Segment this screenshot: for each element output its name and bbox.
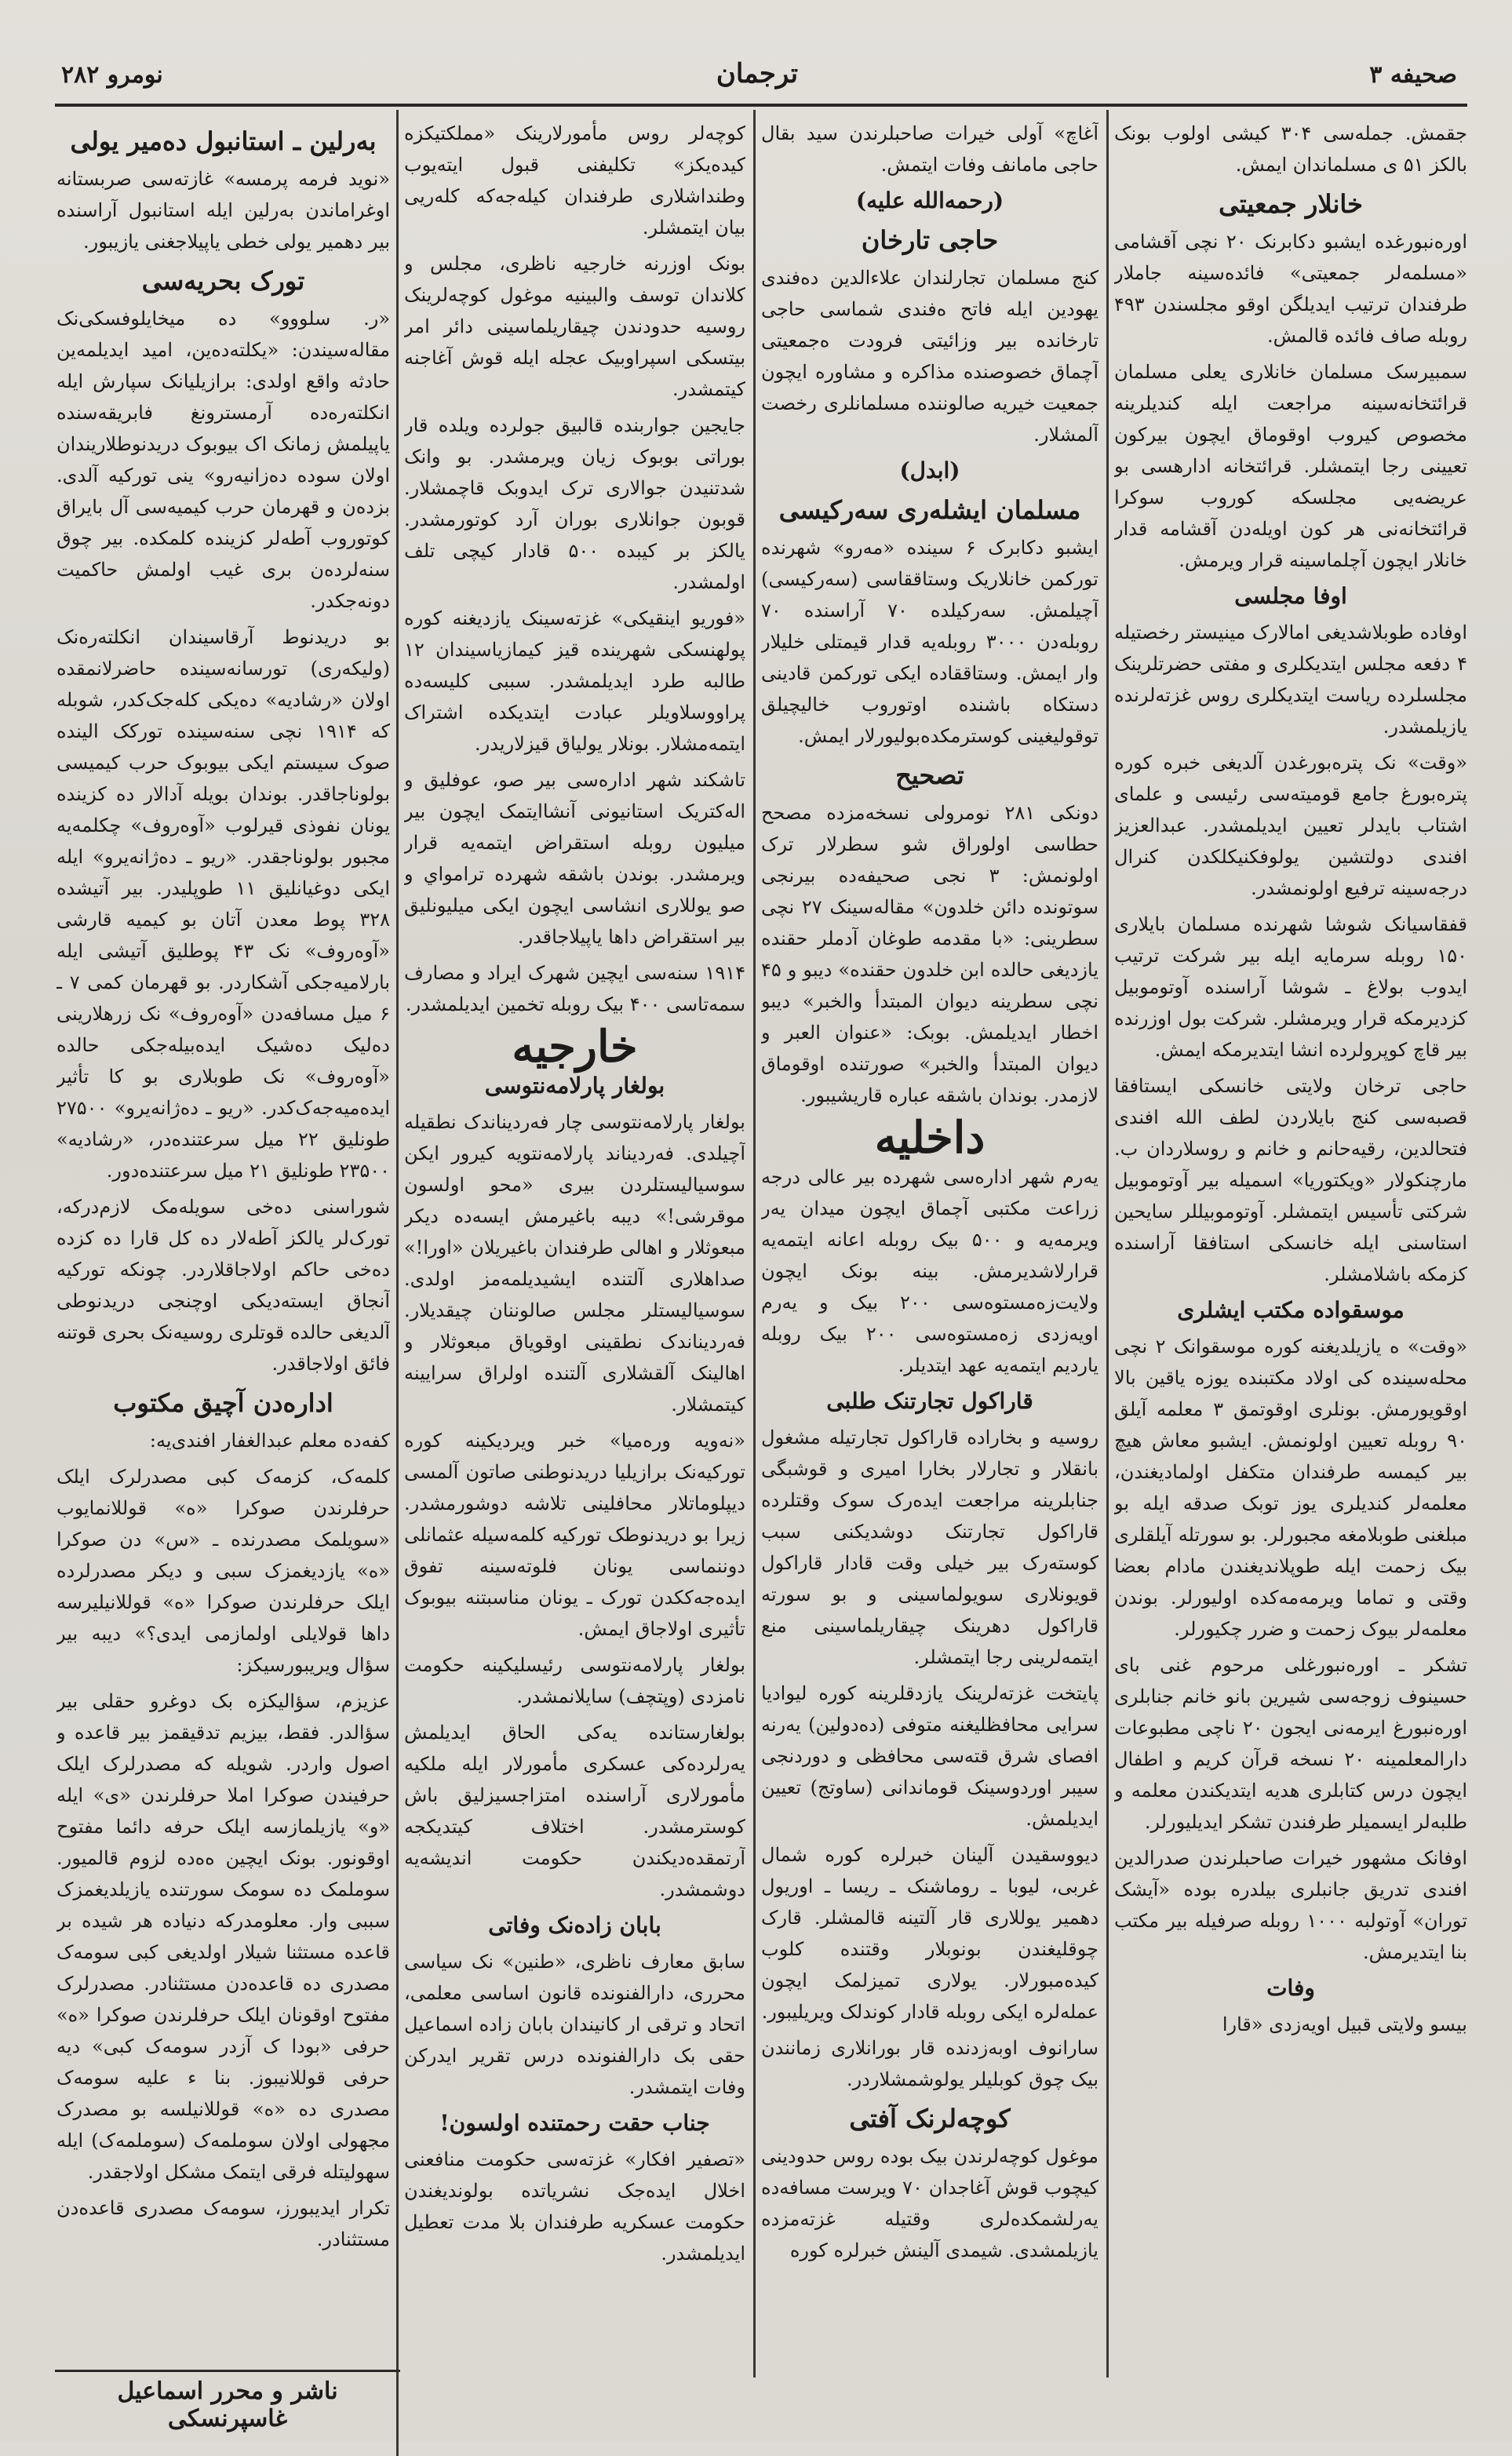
paragraph: اوره‌نبورغده ایشبو دکابرنک ۲۰ نچی آقشامی «مسلمه‌لر جمعیتی» فائده‌سینه جاملار طرفندان ترتیب ایدیلگن اوقو مجلسندن ۴۹۳ روبله صاف فائده قالمش. [1114,231,1467,347]
paragraph: تکرار ایدیبورز، سومه‌ک مصدری قاعده‌دن مستثنادر. [56,2197,390,2250]
paragraph: موغول کوچه‌لرندن بیک بوده روس حدودینی کیچوب قوش آغاجدان ۷۰ ویرست مسافه‌ده یه‌رلشمکده‌لری وقتیله غزته‌مزده یازیلمشدی. شیمدی آلینش خبرلره کوره [761,2145,1098,2261]
paragraph: «نه‌ویه وره‌میا» خبر ویردیکینه کوره تورکیه‌نک برازیلیا دریدنوطنی صاتون آلمسی دیپلوماتلار محافلینی تلاشه دوشورمشدر. زیرا بو دریدنوطک تورکیه کلمه‌سیله عثمانلی دوننماسی یونان فلوته‌سینه تفوق ایده‌جه‌ککدن تورک ـ یونان مناسبتنه بیوبوک تأثیری اولاجاق ایمش. [404,1430,745,1640]
paragraph: جقمش. جمله‌سی ۳۰۴ کیشی اولوب بونک بالکز ۵۱ ی مسلماندان ایمش. [1114,122,1467,176]
section-title: موسقوا‌ده مکتب ایشلری [1177,1297,1405,1323]
paragraph: بولغارستانده یه‌کی الحاق ایدیلمش یه‌رلرده‌کی عسکری مأمورلار ایله ملکیه مأمورلاری آراسنده امتزاجسیزلیق باش کوسترمشدر. اختلاف کیتدیکجه آرتمقده‌دیکندن حکومت اندیشه‌یه دوشمشدر. [404,1722,745,1900]
section-heading: داخلیه [874,1112,986,1164]
paragraph: کوچه‌لر روس مأمورلارینک «مملکتیکزه کیده‌یکز» تکلیفنی قبول ایته‌یوب وطنداشلاری طرفندان کیله‌جه‌که کله‌ریی بیان ایتمشلر. [404,122,745,239]
paragraph: حاجی ترخان ولایتی خانسکی ایستافقا قصبه‌سی کنج بایلاردن لطف الله افندی فتحالدین، رقیه‌حانم و خانم و روسلاردان ب. مارچنکولار «ویکتوریا» اسمیله بیر آوتوموبیل شرکتی تأسیس ایتمشلر. آوتوموبیللر سایحین استاسنی ایله خانسکی استافقا آراسنده کزمکه باشلامشلر. [1114,1075,1467,1285]
section-title: مسلمان ایشله‌ری سه‌رکیسی [778,495,1081,525]
column-2 [761,118,1098,2370]
paragraph: «نوید فرمه پرمسه» غازته‌سی صربستانه اوغراماندن به‌رلین ایله استانبول آراسنده بیر دهمیر یولی خطی یاپیلاجغنی یازیبور. [56,168,390,253]
section-title: اداره‌دن آچیق مکتوب [113,1388,333,1418]
paragraph: «وقت» نک پتره‌بورغدن آلدیغی خبره کوره پتره‌بورغ جامع قومیته‌سی رئیسی و علمای اشتاب بایدلر تعیین ایدیلمشدر. عبدالعزیز افندی دولتشین یولوفکنیکلکدن کنرال درجه‌سینه ترفیع اولونمشدر. [1114,752,1467,899]
section-heading: خارجیه [512,1021,638,1073]
paragraph: اوفانک مشهور خیرات صاحبلرندن صدرالدین افندی تدریق جانبلری بیلدره بوده «آیشک توران» آوتولبه ۱۰۰۰ روبله صرفیله بیر مکتب بنا ایتدیرمش. [1114,1847,1467,1963]
paragraph-end: (رحمه‌الله علیه) [855,188,1004,213]
paragraph: قفقاسیانک شوشا شهرنده مسلمان بایلاری ۱۵۰ روبله سرمایه ایله بیر شرکت ترتیب ایدوب بولاغ ـ شوشا آراسنده آوتوموبیل کزدیرمکه قرار ویرمشلر. شرکت بول اوزرنده بیر قاچ کوپرولرده انشا ایتدیرمکه ایمش. [1114,913,1467,1061]
paragraph: آغاچ» آولی خیرات صاحبلرندن سید بقال حاجی مامانف وفات ایتمش. [761,122,1098,176]
paragraph: «تصفیر افکار» غزته‌سی حکومت منافعنی اخلال ایده‌جک نشریاتده بولوندیغندن حکومت عسکریه طرفندان بلا مدت تعطیل ایدیلمشدر. [404,2148,745,2265]
paragraph: بو دریدنوط آرقاسیندان انکلته‌ره‌نک (ولیکه‌ری) تورسانه‌سینده حاضرلانمقده اولان «رشادیه» ده‌یکی کله‌جک‌کدر، شوبله که ۱۹۱۴ نچی سنه‌سینده تورکک الینده صوک سیستم ایکی بیوبوک حرب کیمیسی بولوناجاقدر. بوندان بویله آدالار ده کزینده یونان نفوذی قیرلوب «آوه‌روف» چکلمه‌یه مجبور بولوناجقدر. «ریو ـ ده‌ژانه‌یرو» ایله ایکی دوغیانلیق ۱۱ طوپلیدر. بیر آتیشده ۳۲۸ پوط معدن آتان بو کیمیه قارشی «آوه‌روف» نک ۴۳ پوطلیق آتیشی ایله بارلامیه‌جکی آشکاردر. بو قهرمان کمی ۷ ـ ۶ میل مسافه‌دن «آوه‌روف» نک زرهلارینی ده‌لیک ده‌شیک ایده‌بیله‌جکی حالده «آوه‌روف» نک طوبلاری بو کا تأثیر ایده‌میه‌جه‌ک‌کدر. «ریو ـ ده‌ژانه‌یرو» ۲۷۵۰۰ طونلیق ۲۲ میل سرعتنده‌در، «رشادیه» ۲۳۵۰۰ طونلیق ۲۱ میل سرعتنده‌دور. [56,626,390,1182]
column-rule [1106,110,1109,2378]
section-title: قاراکول تجارتنک طلبی [826,1388,1033,1414]
paragraph: دونکی ۲۸۱ نومرولی نسخه‌مزده مصحح حطاسی اولوراق شو سطرلار ترک اولونمش: ۳ نجی صحیفه‌ده بیرنجی سوتونده دائن خلدون» مقاله‌سینک ۲۷ نچی سطرینی: «با مقدمه طوغان آدملر حقنده یازدیغی حالده ابن خلدون حقنده» دیبو و ۴۵ نچی سطرینه دیوان المبتدأ والخبر» دیبو اخطار ایدیلمش. بوبک: «عنوان العبر و دیوان المبتدأ والخبر» صورتنده اوقوماق لازمدر. بوندان باشقه عباره قاریشیبور. [761,802,1098,1106]
column-1 [1114,118,1467,2432]
paragraph: سابق معارف ناظری، «طنین» نک سیاسی محرری، دارالفنونده قانون اساسی معلمی، اتحاد و ترقی ار کانیندان بابان زاده اسماعیل حقی بک دارالفنونده درس تقریر ایدرکن وفات ایتمشدر. [404,1951,745,2098]
paragraph: تشکر ـ اوره‌نبورغلی مرحوم غنی بای حسینوف زوجه‌سی شیرین بانو خانم جنابلری اوره‌نبورغ ایرمه‌نی ایجون ۲۰ ناچی مطبوعات دارالمعلمینه ۲۰ نسخه قرآن کریم و اطفال ایچون درس کتابلری هدیه ایتدیکندن معلمه و طلبه‌لر ایسمیلر طرفندن تشکر ایدیلیورلر. [1114,1654,1467,1833]
section-title: کوچه‌لرنک آفتی [849,2104,1011,2134]
footer-rule [55,2370,400,2372]
publisher-line: ناشر و محرر اسماعیل غاسپرنسکی [117,2378,338,2432]
section-title: بابان زاده‌نک وفاتی [488,1912,661,1938]
paragraph: بونک اوزرنه خارجیه ناظری، مجلس و کلاندان توسف والبینیه موغول کوچه‌لرینک روسیه حدودندن چیقاریلماسینی دائر امر بیتسکی اسپراوبیک عجله ایله قوش آغاجنه کیتمشدر. [404,253,745,400]
issue-number: نومرو ۲۸۲ [61,61,163,89]
column-rule [753,110,756,2378]
section-title: تورک بحریه‌سی [141,266,305,296]
paragraph: جایجین جواربنده قالبیق جولرده ویلده قار بوراتی بوبوک زیان ویرمشدر. بو وانک شدتنیدن جوالاری ترک ایدوبک قاچمشلار. قوبون جوانلاری بوران آرد کوتورمشدر. یالکز بر کیبده ۵۰۰ قادار کیچی تلف اولمشدر. [404,414,745,593]
paragraph: تاشکند شهر اداره‌سی بیر صو، عوفلیق و اله‌کتریک استانیونی آنشاایتمک ایچون بیر میلیون روبله استقراض ایتمه‌یه قرار ویرمشدر. بوندن باشقه شهرده ترامواي و صو یوللاری انشاسی ایچون ایکی میلیونلیق بیر استقراض داها یاپیلاجاقدر. [404,769,745,948]
section-title: حاجی تارخان [861,225,999,255]
page-label: صحیفه ۳ [1369,61,1457,89]
paragraph: سارانوف اوبه‌زدنده قار بورانلاری زمانندن بیک چوق کوبلیلر یولوشمشلاردر. [761,2037,1098,2090]
paragraph: کفه‌ده معلم عبدالغفار افندی‌یه: [149,1430,390,1452]
paragraph: یه‌رم شهر اداره‌سی شهرده بیر عالی درجه زراعت مکتبی آچماق ایچون میدان یه‌ر ویرمه‌یه و ۵۰۰ بیک روبله اعانه ایتمه‌یه قرارلاشدیرمش. بینه بونک ایچون ولایت‌زه‌مستوه‌سی ۲۰۰ بیک و یه‌رم اویه‌زدی زه‌مستوه‌سی ۲۰۰ بیک روبله یاردیم ایتمه‌یه عهد ایتدیلر. [761,1166,1098,1376]
newspaper-title: ترجمان [716,58,799,89]
section-title: به‌رلین ـ استانبول ده‌میر یولی [70,126,377,156]
paragraph: بولغار پارلامه‌نتوسی رئیسلیکینه حکومت نامزدی (وپتچف) سایلانمشدر. [404,1654,745,1707]
paragraph: روسیه و بخاراده قاراکول تجارتیله مشغول بانقلار و تجارلار بخارا امیری و قوشبگی جنابلرینه مراجعت ایده‌رک سوک وقتلرده قاراکول تجارتنک دوشدیکنی سبب کوسته‌رک بیر خیلی وقت قادار قاراکول قویونلاری سویولماسینی و بو سورته قاراکول دهرینک چیقاریلماسینی منع ایتمه‌لرینی رجا ایتمشلر. [761,1427,1098,1668]
paragraph: «وقت» ه یازیلدیغنه کوره موسقوانک ۲ نچی محله‌سینده کی اولاد مکتبنده یوزه یاقین بالا اوقویورمش. بونلری اوقوتمق ۳ معلمه آیلق ۹۰ روبله تعیین اولونمش. ایشبو معاش هیچ بیر کیمسه طرفندان متکفل اولمادیغندن، معلمه‌لر کندیلری یوز توبک صدقه ایله بو مبلغنی طوبلامغه مجبورلر. بو سورتله آیلقلری بیک زحمت ایله طوپلاندیغندن مادام بعضا وقتی و تماما ویرمه‌مه‌کده اولیورلر. بوندن معلمه‌لر بیوک زحمت و ضرر چکیورلر. [1114,1335,1467,1640]
signature: (ابدل) [899,457,960,483]
paragraph: عزیزم، سؤالیکزه بک دوغرو حقلی بیر سؤالدر. فقط، بیزیم تدقیقمز بیر قاعده و اصول واردر. شویله که مصدرلرک ایلک حرفیندن صوکرا املا حرفلرندن «ی» ایله «و» یازیلمازسه ایلک حرفه دائما مفتوح اوقونور. بونک ایچین ه‌ه‌ده لزوم قالمیور. سوملمک ده سومک سورتنده یازیلدیغمزک سببی وار. معلومدرکه دنیاده هر شیده بر قاعده مستثنا شیلار اولدیغی کبی سومه‌ک مصدری ده قاعده‌دن مستثنادر. مصدرلرک مفتوح اوقونان ایلک حرفلرندن صوکرا «ه» حرفی «بودا ک آزدر سومه‌ک کبی» دیه حرفی قوللانیبوز. بنا ء علیه سومه‌ک مصدری ده «ه» قوللانیلسه بو مصدرک مجهولی اولان سوملمه‌ک (سوملمه‌ک) ایله سهولیتله فرقی ایتمک مشکل اولاجقدر. [56,1690,390,2183]
paragraph: سمبیرسک مسلمان خانلاری یعلی مسلمان قرائتخانه‌سینه مراجعت ایله کندیلرینه مخصوص کیروب اوقوماق ایچون بیرکون تعیینی رجا ایتمشلر. قرائتخانه ادارهسی بو عریضه‌یی مجلسکه کوروب سوکرا قرائتخانه‌نی هر کون اویله‌دن آقشامه قدار خانلار ایچون آچلماسینه قرار ویرمش. [1114,361,1467,571]
paragraph-end: جناب حقت رحمتنده اولسون! [439,2110,710,2136]
paragraph: دیووسقیدن آلینان خبرلره کوره شمال غربی، لیوبا ـ روماشنک ـ ریسا ـ اوریول دهمیر یوللاری قار آلتینه قالمشلر. قارک چوقلیغندن بونوبلار وقتنده کلوب کیده‌مبورلار. یولاری تمیزلمک ایچون عمله‌لره ایکی روبله قادار کوندلک ویریلیبور. [761,1844,1098,2023]
paragraph: پایتخت غزته‌لرینک یازدقلرینه کوره لیوادیا سرایی محافظلیغنه متوفی (ده‌دولین) یه‌رنه افصای شرق قته‌سی محافظی و دوردنجی سیبر اوردوسینک قوماندانی (ساوتج) تعیین ایدیلمش. [761,1682,1098,1830]
header-rule [55,104,1467,107]
paragraph: ۱۹۱۴ سنه‌سی ایچین شهرک ایراد و مصارف سمه‌تاسی ۴۰۰ بیک روبله تخمین ایدیلمشدر. [404,962,745,1015]
paragraph: اوفاده طوبلاشدیغی امالارک مینیستر رخصتیله ۴ دفعه مجلس ایتدیکلری و مفتی حضرتلرینک مجلسلرده ریاست ایتدیکلری روس غزته‌لرنده یازیلمشدر. [1114,621,1467,738]
section-title: بولغار پارلامه‌نتوسی [484,1073,665,1099]
paragraph: شوراسنی ده‌خی سویله‌مک لازم‌درکه، تورک‌لر یالکز آطه‌لار ده کل قارا ده کزده ده‌خی حاکم اولاجاقلاردر. چونکه تورکیه آنجاق ایسته‌دیکی اوچنجی دریدنوطی آلدیغی حالده قوتلری روسیه‌نک بحری قوتنه فائق اولاجاقدر. [56,1196,390,1375]
paragraph: «فوریو اینقیکی» غزته‌سینک یازدیغنه کوره پولهنسکی شهرینده قیز کیمازیاسیندان ۱۲ طالبه طرد ایدیلمشدر. سببی کلیسه‌ده پراووسلاویلر عبادت ایتدیکده اشتراک ایتمه‌مشلار. بونلار یولیاق قیزلاریدر. [404,607,745,755]
paragraph: ایشبو دکابرک ۶ سینده «مه‌رو» شهرنده تورکمن خانلاریک وستاققاسی (سه‌رکیسی) آچیلمش. سه‌رکیلده ۷۰ آراسنده ۷۰ روبله‌دن ۳۰۰۰ روبله‌یه قدار قیمتلی خلیلار وار ایمش. وستاققاده ایکی تورکمن قادینی دستکاه باشنده اوتوروب خالیچیلق توقولیغینی کوسترمکده‌بولیورلار ایمش. [761,537,1098,747]
column-4 [56,118,390,2362]
section-title: اوفا مجلسی [1234,583,1347,609]
section-title: خانلار جمعیتی [1219,189,1363,219]
paragraph: «ر. سلووو» ده میخایلوفسکی‌نک مقاله‌سیندن: «یکلته‌ده‌ین، امید ایدیلمه‌ین حادثه واقع اولدی: برازیلیانک سپارش ایله انکلته‌ره‌ده آرمسترونغ فابریقه‌سنده یاپیلمش زمانک اک بیوبوک دریدنوطلاریندان اولان سوده ده‌زانیه‌رو» ینی تورکیه آلدی. بزده‌ن و قهرمان حرب کیمیه‌سی آل بایراق کوتوروب آطه‌لر کزینده کلمکده. بیر چوق سنه‌لرده‌ن بری غیب اولمش حاکمیت دونه‌جکدر. [56,308,390,612]
paragraph: بولغار پارلامه‌نتوسی چار فه‌ردیناندک نطقیله آچیلدی. فه‌ردیناند پارلامه‌نتویه کیرور ایکن سوسیالیستلردن بیری «محو اولسون موقرشی!» دیبه باغیرمش ایسه‌ده دیکر مبعوثلار و اهالی طرفندان باغیریلان «اورا!» صداهلاری آلتنده ایشیدیلمه‌مز اولدی. سوسیالیستلر مجلس صالوننان چیقدیلار. فه‌ردیناندک نطقینی اوقویاق مبعوثلار و اهالینک آلقشلاری آلتنده اولراق سرایینه کیتمشلار. [404,1111,745,1416]
paragraph: بیسو ولایتی قبیل اویه‌زدی «قارا [1222,2013,1467,2035]
column-rule [396,110,399,2456]
section-title: تصحیح [895,760,964,790]
paragraph: کنج مسلمان تجارلندان علاءالدین ده‌فندی یهودین ایله فاتح ه‌فندی شماسی حاجی تارخانده بیر وزائیتی فرودت ه‌جمعیتی آچماق خصوصنده مذاکره و مشاوره ایچون جمعیت خیریه صالوننده مسلمانلری رخصت آلمشلار. [761,267,1098,446]
paragraph: کلمه‌ک، کزمه‌ک کبی مصدرلرک ایلک حرفلرندن صوکرا «ه» قوللانمایوب «سویلمک مصدرنده ـ «س» دن صوکرا «ه» یازدیغمزک سبی و دیکر مصدرلرده ایلک حرفلرندن صوکرا «ه» قوللانیلیرسه داها قولایلی اولمازمی ایدی؟» دیبه بیر سؤال ویریبورسیکز: [56,1466,390,1676]
section-title: وفات [1266,1975,1315,2001]
column-3 [404,118,745,2370]
